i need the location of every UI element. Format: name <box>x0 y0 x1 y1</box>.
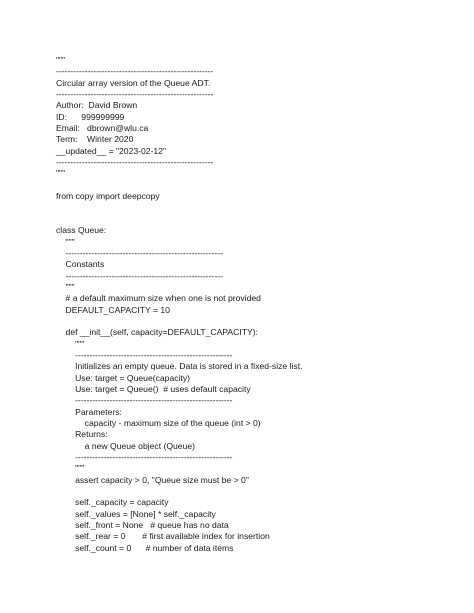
code-line: Term: Winter 2020 <box>56 134 134 145</box>
code-line: """ <box>56 338 85 349</box>
code-line: self._capacity = capacity <box>56 497 169 508</box>
code-line: Email: dbrown@wlu.ca <box>56 123 149 134</box>
code-line: class Queue: <box>56 225 107 236</box>
code-line: """ <box>56 168 66 179</box>
code-line: Constants <box>56 259 105 270</box>
code-line: Author: David Brown <box>56 100 138 111</box>
code-line <box>56 316 302 327</box>
code-line: ------------------------------------------------------- <box>56 157 214 168</box>
code-line: ------------------------------------------------------- <box>56 89 214 100</box>
code-line: ------------------------------------------------------- <box>56 349 233 360</box>
code-line: assert capacity > 0, "Queue size must be > 0" <box>56 474 249 485</box>
code-line: ID: 999999999 <box>56 111 125 122</box>
code-line: a new Queue object (Queue) <box>56 440 196 451</box>
code-line: self._rear = 0 # first available index for insertion <box>56 531 270 542</box>
code-line: # a default maximum size when one is not provided <box>56 293 261 304</box>
code-line: def __init__(self, capacity=DEFAULT_CAPACITY): <box>56 327 258 338</box>
code-line: Use: target = Queue() # uses default capacity <box>56 383 251 394</box>
code-line: ------------------------------------------------------- <box>56 395 233 406</box>
code-line: """ <box>56 463 85 474</box>
code-line: Circular array version of the Queue ADT. <box>56 77 211 88</box>
code-line: ------------------------------------------------------- <box>56 247 223 258</box>
code-line: self._count = 0 # number of data items <box>56 542 234 553</box>
code-line: Use: target = Queue(capacity) <box>56 372 190 383</box>
code-line: Returns: <box>56 429 108 440</box>
code-line: from copy import deepcopy <box>56 191 160 202</box>
code-block <box>56 55 302 554</box>
code-line: Parameters: <box>56 406 122 417</box>
code-line: ------------------------------------------------------- <box>56 452 233 463</box>
code-line: capacity - maximum size of the queue (int > 0) <box>56 418 261 428</box>
code-line <box>56 202 302 213</box>
code-line <box>56 214 302 225</box>
code-line: Initializes an empty queue. Data is stored in a fixed-size list. <box>56 361 303 372</box>
code-line: ------------------------------------------------------- <box>56 66 214 77</box>
code-line <box>56 180 302 191</box>
code-line: """ <box>56 281 75 292</box>
code-line: ------------------------------------------------------- <box>56 270 223 281</box>
code-line: """ <box>56 55 66 65</box>
code-line: __updated__ = "2023-02-12" <box>56 145 167 156</box>
code-line: """ <box>56 236 75 247</box>
code-line: self._values = [None] * self._capacity <box>56 508 216 519</box>
code-line: self._front = None # queue has no data <box>56 520 229 531</box>
code-line: DEFAULT_CAPACITY = 10 <box>56 304 170 315</box>
code-line <box>56 486 302 497</box>
